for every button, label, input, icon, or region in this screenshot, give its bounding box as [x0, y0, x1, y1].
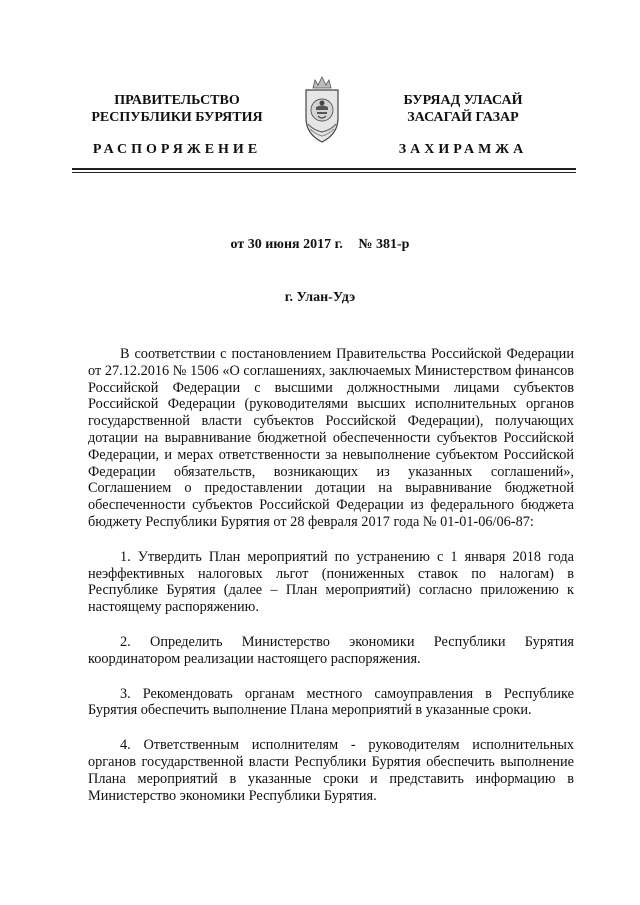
document-date: от 30 июня 2017 г. [230, 237, 343, 252]
issuer-line-1-buryat: БУРЯАД УЛАСАЙ [403, 93, 523, 108]
header-divider-thick [72, 168, 576, 170]
issuer-line-1: ПРАВИТЕЛЬСТВО [114, 93, 240, 108]
item-paragraph-4: 4. Ответственным исполнителям - руководителям исполнительных органов государственной власти Республики Бурятия обеспечить выполнение Плана мероприятий в указанные сроки и представить информацию в Министерство экономики Республики Бурятия. [88, 737, 574, 804]
header-divider-thin [72, 172, 576, 173]
issuer-line-2: РЕСПУБЛИКИ БУРЯТИЯ [91, 110, 263, 125]
item-paragraph-3: 3. Рекомендовать органам местного самоуправления в Республике Бурятия обеспечить выполнение Плана мероприятий в указанные сроки. [88, 685, 574, 719]
document-number: № 381-р [358, 237, 410, 252]
item-paragraph-1: 1. Утвердить План мероприятий по устранению с 1 января 2018 года неэффективных налоговых льгот (пониженных ставок по налогам) в Республике Бурятия (далее – План мероприятий) согласно приложению к настоящему распоряжению. [88, 548, 574, 616]
item-paragraph-2: 2. Определить Министерство экономики Республики Бурятия координатором реализации настоящего распоряжения. [88, 633, 574, 667]
preamble-paragraph: В соответствии с постановлением Правительства Российской Федерации от 27.12.2016 № 1506 «О соглашениях, заключаемых Министерством финансов Российской Федерации с высшими должностными лицами субъектов Российской Федерации (руководителями высших исполнительных органов государственной власти субъектов Российской Федерации), получающих дотации на выравнивание бюджетной обеспеченности субъектов Российской Федерации, и мерах ответственности за невыполнение субъектом Российской Федерации обязательств, возникающих из указанных соглашений», Соглашением о предоставлении дотации на выравнивание бюджетной обеспеченности субъектов Российской Федерации из федерального бюджета бюджету Республики Бурятия от 28 февраля 2017 года № 01-01-06/06-87: [88, 346, 574, 530]
document-city: г. Улан-Удэ [284, 290, 356, 305]
document-type-russian: РАСПОРЯЖЕНИЕ [92, 142, 262, 157]
document-date-line [0, 237, 640, 253]
issuer-line-2-buryat: ЗАСАГАЙ ГАЗАР [407, 110, 519, 125]
document-type-buryat: ЗАХИРАМЖА [398, 142, 528, 157]
issuer-name-russian [40, 92, 314, 126]
document-body [88, 346, 574, 822]
issuer-name-buryat [326, 92, 600, 126]
